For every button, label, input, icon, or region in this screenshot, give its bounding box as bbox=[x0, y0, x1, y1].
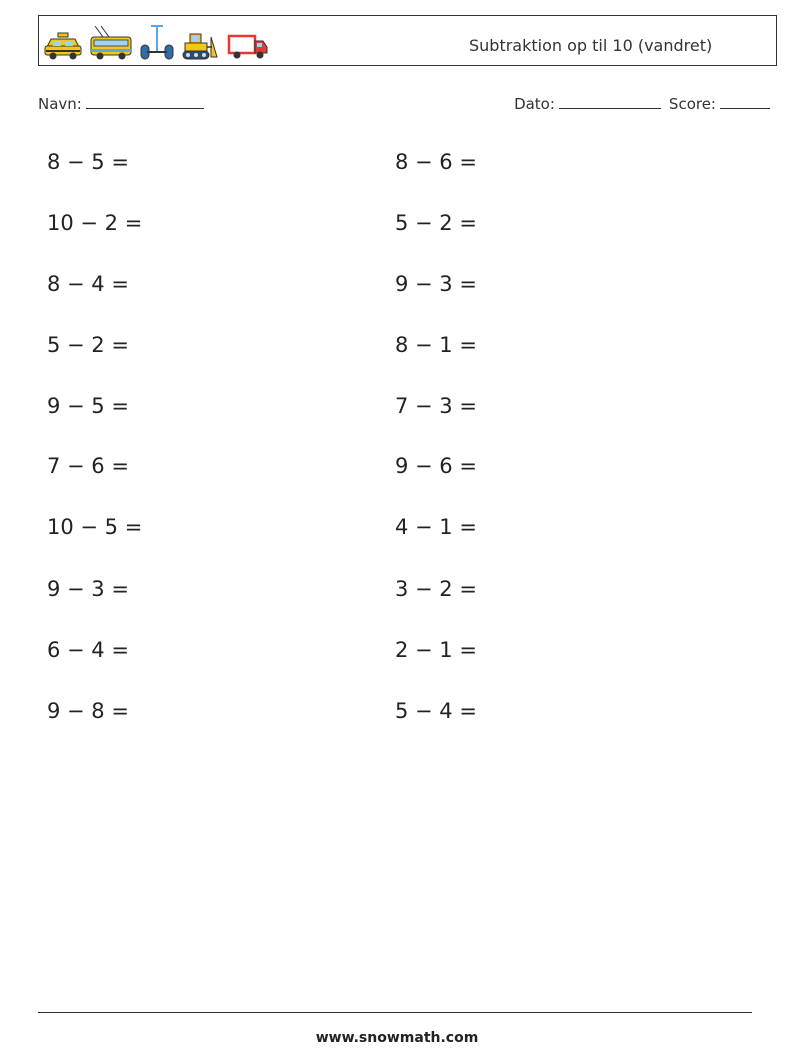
problem-left-9: 6 − 4 = bbox=[47, 638, 129, 662]
problem-left-2: 10 − 2 = bbox=[47, 211, 143, 235]
problem-right-9: 2 − 1 = bbox=[395, 638, 477, 662]
taxi-icon bbox=[43, 31, 83, 61]
date-field bbox=[514, 94, 661, 113]
bulldozer-icon bbox=[181, 31, 221, 61]
problem-right-10: 5 − 4 = bbox=[395, 699, 477, 723]
problem-right-8: 3 − 2 = bbox=[395, 577, 477, 601]
problem-right-6: 9 − 6 = bbox=[395, 454, 477, 478]
problem-left-10: 9 − 8 = bbox=[47, 699, 129, 723]
problem-left-5: 9 − 5 = bbox=[47, 394, 129, 418]
footer-site: www.snowmath.com bbox=[315, 1030, 479, 1046]
worksheet-title: Subtraktion op til 10 (vandret) bbox=[469, 36, 713, 55]
score-blank-line bbox=[720, 94, 770, 109]
problem-right-3: 9 − 3 = bbox=[395, 272, 477, 296]
problem-left-6: 7 − 6 = bbox=[47, 454, 129, 478]
problem-left-1: 8 − 5 = bbox=[47, 150, 129, 174]
problem-left-8: 9 − 3 = bbox=[47, 577, 129, 601]
problem-left-7: 10 − 5 = bbox=[47, 515, 143, 539]
date-label: Dato: bbox=[514, 95, 555, 113]
score-label: Score: bbox=[668, 95, 716, 113]
problem-left-3: 8 − 4 = bbox=[47, 272, 129, 296]
header-box bbox=[38, 15, 777, 66]
problem-right-7: 4 − 1 = bbox=[395, 515, 477, 539]
truck-icon bbox=[227, 33, 269, 61]
problem-right-5: 7 − 3 = bbox=[395, 394, 477, 418]
date-blank-line bbox=[559, 94, 661, 109]
name-label: Navn: bbox=[38, 95, 82, 113]
problem-right-2: 5 − 2 = bbox=[395, 211, 477, 235]
date-score-fields bbox=[514, 94, 770, 113]
problem-right-4: 8 − 1 = bbox=[395, 333, 477, 357]
footer-divider bbox=[38, 1012, 752, 1013]
problem-left-4: 5 − 2 = bbox=[47, 333, 129, 357]
name-field bbox=[38, 94, 204, 113]
score-field bbox=[669, 94, 770, 113]
trolleybus-icon bbox=[89, 25, 133, 61]
problem-right-1: 8 − 6 = bbox=[395, 150, 477, 174]
vehicle-icons bbox=[43, 23, 269, 61]
scooter-icon bbox=[139, 23, 175, 61]
name-blank-line bbox=[86, 94, 204, 109]
